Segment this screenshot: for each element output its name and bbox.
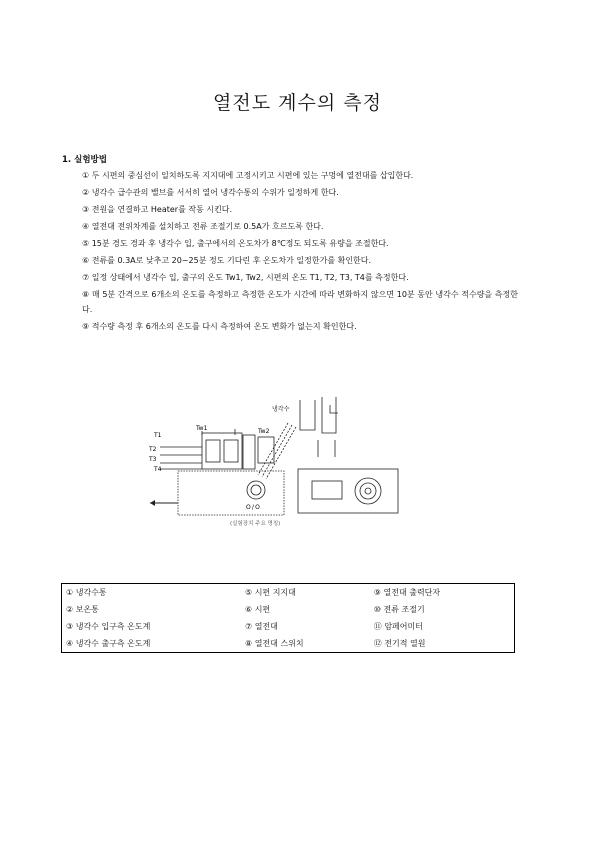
legend-cell: ⑧ 열전대 스위치 [244,639,304,648]
label-t2: T2 [149,446,157,453]
table-row [62,584,515,602]
label-meter: O / O [246,504,260,511]
procedure-step: ⑧ 매 5분 간격으로 6개소의 온도를 측정하고 측정한 온도가 시간에 따라 변화하지 않으면 10분 동안 냉각수 적수량을 측정한다. [82,290,518,314]
procedure-step: ⑤ 15분 경도 경과 후 냉각수 입, 출구에서의 온도차가 8℃정도 되도록 유량을 조절한다. [82,239,389,248]
procedure-step: ⑦ 일정 상태에서 냉각수 입, 출구의 온도 Tw1, Tw2, 시편의 온도 T1, T2, T3, T4를 측정한다. [82,273,409,282]
legend-cell: ⑤ 시편 지지대 [244,588,296,597]
legend-cell: ① 냉각수통 [66,588,107,597]
legend-cell: ⑨ 열전대 출력단자 [373,588,441,597]
section-heading: 1. 실험방법 [62,155,107,165]
legend-cell: ⑥ 시편 [244,605,271,614]
apparatus-diagram [140,385,440,535]
legend-cell: ⑫ 전기적 열원 [373,639,426,648]
table-row [62,601,515,618]
cooling-tank-mid [322,397,336,433]
legend-cell: ⑦ 열전대 [244,622,278,631]
table-row [62,618,515,635]
table-row [62,635,515,653]
legend-cell: ⑪ 암페어미터 [373,622,423,631]
page-title: 열전도 계수의 측정 [213,92,382,114]
procedure-step: ⑥ 전류를 0.3A로 낮추고 20~25분 정도 기다린 후 온도차가 일정한가를 확인한다. [82,256,372,265]
label-cooling: 냉각수 [272,406,290,413]
cooling-tank-left [300,400,315,430]
label-t3: T3 [149,456,157,463]
procedure-step: ③ 전원을 연결하고 Heater를 작동 시킨다. [82,205,233,214]
procedure-step: ④ 열전대 전위차계를 설치하고 전류 조절기로 0.5A가 흐르도록 한다. [82,222,324,231]
legend-cell: ⑩ 전류 조절기 [373,605,425,614]
legend-cell: ③ 냉각수 입구측 온도계 [66,622,151,631]
label-tw1: Tw1 [196,425,208,432]
label-tw2: Tw2 [258,428,270,435]
procedure-step: ② 냉각수 급수관의 밸브를 서서히 열어 냉각수통의 수위가 일정하게 한다. [82,188,339,197]
legend-cell: ④ 냉각수 출구측 온도계 [66,639,151,648]
procedure-step: ⑨ 적수량 측정 후 6개소의 온도를 다시 측정하여 온도 변화가 없는지 확인한다. [82,322,357,331]
legend-cell: ② 보온통 [66,605,99,614]
label-t1: T1 [154,432,162,439]
parts-legend-table [61,583,515,653]
procedure-list [82,168,518,336]
figure-caption: (실험장치 주요 명칭) [230,521,281,527]
procedure-step: ① 두 시편의 중심선이 일치하도록 지지대에 고정시키고 시편에 있는 구멍에 열전대를 삽입한다. [82,171,414,180]
label-t4: T4 [154,466,162,473]
